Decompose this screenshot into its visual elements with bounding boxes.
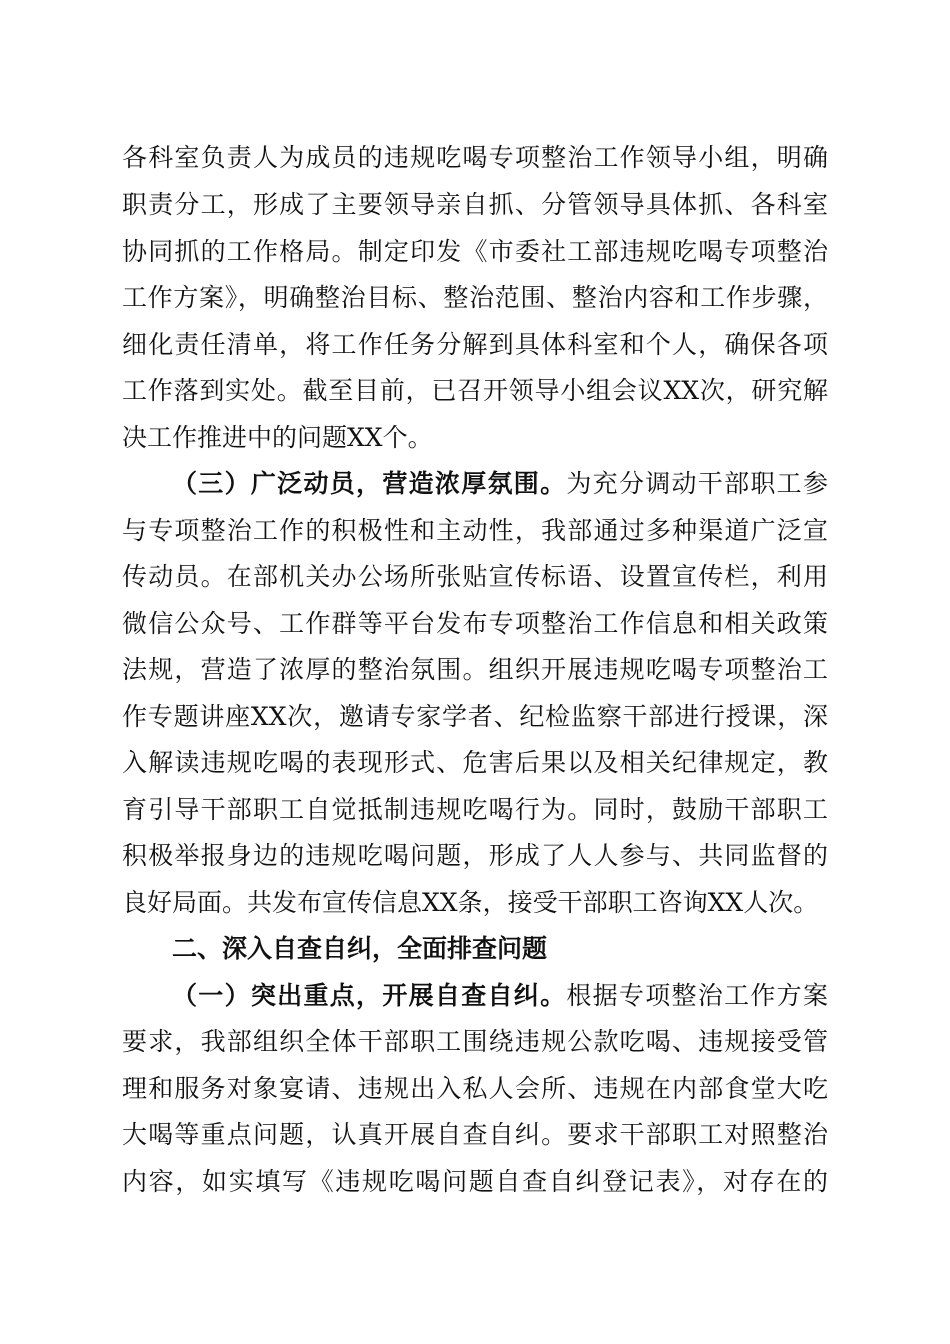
- paragraph-line: 工作方案》，明确整治目标、整治范围、整治内容和工作步骤，: [122, 283, 828, 312]
- paragraph-line: 各科室负责人为成员的违规吃喝专项整治工作领导小组，明确: [122, 143, 828, 172]
- paragraph-line: 协同抓的工作格局。制定印发《市委社工部违规吃喝专项整治: [122, 237, 828, 266]
- paragraph-line: 传动员。在部机关办公场所张贴宣传标语、设置宣传栏，利用: [122, 562, 828, 591]
- paragraph-line: 理和服务对象宴请、违规出入私人会所、违规在内部食堂大吃: [122, 1074, 828, 1103]
- paragraph-line: 要求，我部组织全体干部职工围绕违规公款吃喝、违规接受管: [122, 1027, 828, 1056]
- paragraph-line: 法规，营造了浓厚的整治氛围。组织开展违规吃喝专项整治工: [122, 655, 828, 684]
- paragraph-line: 作专题讲座XX次，邀请专家学者、纪检监察干部进行授课，深: [122, 702, 828, 731]
- paragraph-line: 良好局面。共发布宣传信息XX条，接受干部职工咨询XX人次。: [122, 888, 819, 917]
- paragraph-line: 积极举报身边的违规吃喝问题，形成了人人参与、共同监督的: [122, 841, 828, 870]
- paragraph-line: 决工作推进中的问题XX个。: [122, 423, 433, 452]
- paragraph-line: 大喝等重点问题，认真开展自查自纠。要求干部职工对照整治: [122, 1120, 828, 1149]
- paragraph-first-rest: 为充分调动干部职工参: [566, 469, 828, 498]
- paragraph-line: 育引导干部职工自觉抵制违规吃喝行为。同时，鼓励干部职工: [122, 795, 828, 824]
- paragraph-line: 与专项整治工作的积极性和主动性，我部通过多种渠道广泛宣: [122, 516, 828, 545]
- paragraph-first-line: [172, 974, 828, 1018]
- paragraph-line: 内容，如实填写《违规吃喝问题自查自纠登记表》，对存在的: [122, 1167, 828, 1196]
- paragraph-line: 职责分工，形成了主要领导亲自抓、分管领导具体抓、各科室: [122, 190, 828, 219]
- section-heading: 二、深入自查自纠，全面排查问题: [172, 934, 548, 963]
- paragraph-line: 工作落到实处。截至目前，已召开领导小组会议XX次，研究解: [122, 376, 828, 405]
- paragraph-line: 入解读违规吃喝的表现形式、危害后果以及相关纪律规定，教: [122, 748, 828, 777]
- paragraph-lead: （三）广泛动员，营造浓厚氛围。: [172, 469, 567, 498]
- paragraph-first-line: [172, 462, 828, 506]
- paragraph-line: 细化责任清单，将工作任务分解到具体科室和个人，确保各项: [122, 330, 828, 359]
- paragraph-first-rest: 根据专项整治工作方案: [566, 981, 828, 1010]
- paragraph-lead: （一）突出重点，开展自查自纠。: [172, 981, 567, 1010]
- paragraph-line: 微信公众号、工作群等平台发布专项整治工作信息和相关政策: [122, 609, 828, 638]
